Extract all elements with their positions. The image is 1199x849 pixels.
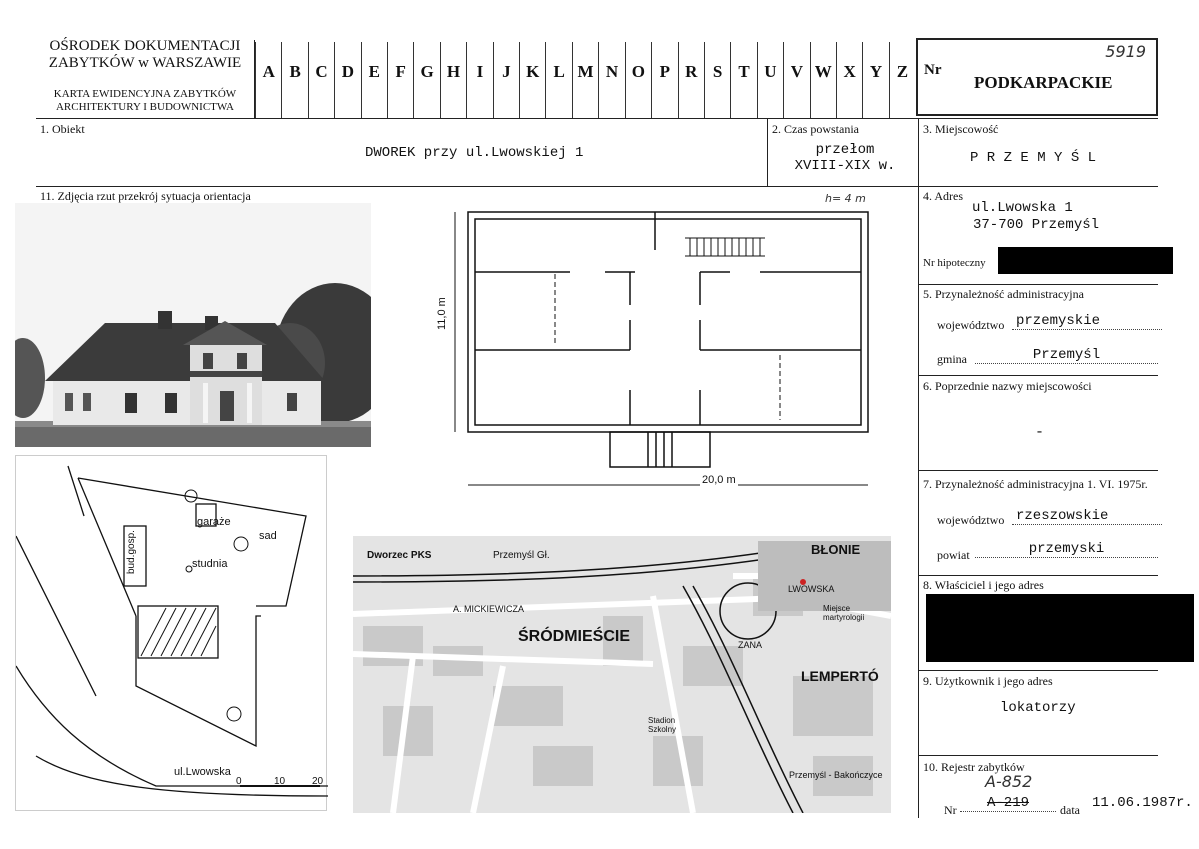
institution-line-2: ZABYTKÓW w WARSZAWIE bbox=[48, 55, 242, 71]
map-miejsce-label: Miejsce martyrologii bbox=[823, 604, 865, 622]
index-letter-f: F bbox=[387, 42, 413, 118]
index-letters-row bbox=[255, 42, 915, 118]
plan-height-note: h= 4 m bbox=[825, 192, 866, 205]
index-letter-s: S bbox=[704, 42, 730, 118]
gmina-label: gmina bbox=[937, 352, 967, 366]
przynaleznosc-label: 5. Przynależność administracyjna bbox=[923, 287, 1084, 301]
wlasciciel-label: 8. Właściciel i jego adres bbox=[923, 578, 1044, 592]
adres-value bbox=[972, 200, 1099, 234]
region-name: PODKARPACKIE bbox=[974, 73, 1113, 92]
index-letter-v: V bbox=[783, 42, 809, 118]
index-letter-b: B bbox=[281, 42, 307, 118]
czas-value-line-1: przełom bbox=[815, 142, 875, 158]
wojewodztwo-label: województwo bbox=[937, 318, 1005, 332]
map-blonie-label: BŁONIE bbox=[811, 542, 861, 557]
institution-line-1: OŚRODEK DOKUMENTACJI bbox=[49, 38, 241, 54]
obiekt-label: 1. Obiekt bbox=[40, 122, 85, 136]
index-letter-l: L bbox=[545, 42, 571, 118]
manor-photo-drawing bbox=[15, 203, 371, 447]
index-letter-n: N bbox=[598, 42, 624, 118]
wlasciciel-redaction bbox=[926, 594, 1194, 662]
miejscowosc-label: 3. Miejscowość bbox=[923, 122, 999, 136]
scale-10: 10 bbox=[274, 776, 286, 787]
map-zana-label: ZANA bbox=[738, 640, 763, 650]
floor-plan-drawing bbox=[430, 190, 890, 490]
map-mickiewicza-label: A. MICKIEWICZA bbox=[453, 604, 525, 614]
czas-value bbox=[775, 142, 915, 174]
poprzednie-value: - bbox=[1035, 424, 1045, 441]
map-przemysl-gl-label: Przemyśl Gł. bbox=[493, 550, 550, 561]
map-lwowska-label: LWOWSKA bbox=[788, 584, 835, 594]
index-letter-h: H bbox=[440, 42, 466, 118]
index-letter-t: T bbox=[730, 42, 756, 118]
rejestr-label: 10. Rejestr zabytków bbox=[923, 760, 1025, 774]
handwritten-number: 5919 bbox=[1105, 42, 1146, 61]
index-letter-m: M bbox=[572, 42, 598, 118]
index-letter-o: O bbox=[625, 42, 651, 118]
map-bakonczyce-label: Przemyśl - Bakończyce bbox=[789, 770, 883, 780]
index-letter-p: P bbox=[651, 42, 677, 118]
index-letter-a: A bbox=[255, 42, 281, 118]
photos-label: 11. Zdjęcia rzut przekrój sytuacja orientacja bbox=[40, 189, 251, 203]
index-letter-c: C bbox=[308, 42, 334, 118]
index-letter-r: R bbox=[678, 42, 704, 118]
rejestr-nr-label: Nr bbox=[944, 803, 957, 817]
index-letter-z: Z bbox=[889, 42, 915, 118]
adres-line-1: ul.Lwowska 1 bbox=[972, 200, 1073, 216]
city-map bbox=[353, 536, 891, 813]
index-letter-e: E bbox=[361, 42, 387, 118]
index-letter-d: D bbox=[334, 42, 360, 118]
map-dworzec-label: Dworzec PKS bbox=[367, 550, 432, 561]
index-letter-y: Y bbox=[862, 42, 888, 118]
czas-value-line-2: XVIII-XIX w. bbox=[794, 158, 896, 174]
adres-line-2: 37-700 Przemyśl bbox=[973, 217, 1100, 233]
index-letter-u: U bbox=[757, 42, 783, 118]
czas-label: 2. Czas powstania bbox=[772, 122, 859, 136]
wojewodztwo-value: przemyskie bbox=[1012, 313, 1162, 330]
powiat-label: powiat bbox=[937, 548, 970, 562]
site-street-label: ul.Lwowska bbox=[174, 766, 231, 778]
hipoteczny-redaction bbox=[998, 247, 1173, 274]
hipoteczny-label: Nr hipoteczny bbox=[923, 257, 986, 269]
poprzednie-label: 6. Poprzednie nazwy miejscowości bbox=[923, 379, 1092, 393]
site-shed-label: bud.gosp. bbox=[126, 530, 137, 574]
wojewodztwo-1975-value: rzeszowskie bbox=[1012, 508, 1162, 525]
uzytkownik-label: 9. Użytkownik i jego adres bbox=[923, 674, 1053, 688]
adres-label: 4. Adres bbox=[923, 189, 963, 203]
floor-plan bbox=[430, 190, 890, 490]
institution-name bbox=[36, 38, 254, 72]
index-letter-x: X bbox=[836, 42, 862, 118]
region-box bbox=[916, 38, 1158, 116]
wojewodztwo-1975-label: województwo bbox=[937, 513, 1005, 527]
nr-label: Nr bbox=[924, 62, 942, 78]
rejestr-handwritten: A-852 bbox=[985, 772, 1033, 791]
index-letter-j: J bbox=[493, 42, 519, 118]
uzytkownik-value: lokatorzy bbox=[1000, 700, 1076, 716]
scale-0: 0 bbox=[236, 776, 242, 787]
card-title bbox=[36, 88, 254, 114]
przynaleznosc-1975-label: 7. Przynależność administracyjna 1. VI. 1975r. bbox=[923, 477, 1148, 491]
index-letter-w: W bbox=[810, 42, 836, 118]
site-plan-drawing bbox=[16, 456, 328, 812]
map-stadion-label: Stadion Szkolny bbox=[648, 716, 677, 734]
site-garage-label: garaże bbox=[197, 516, 231, 528]
obiekt-value: DWOREK przy ul.Lwowskiej 1 bbox=[365, 145, 584, 161]
index-letter-k: K bbox=[519, 42, 545, 118]
powiat-value: przemyski bbox=[975, 541, 1158, 558]
rejestr-data-value: 11.06.1987r. bbox=[1092, 795, 1193, 811]
site-plan bbox=[15, 455, 327, 811]
rejestr-nr-value: A-219 bbox=[960, 795, 1056, 812]
miejscowosc-value: P R Z E M Y Ś L bbox=[970, 150, 1097, 166]
manor-photograph bbox=[15, 203, 371, 447]
map-srodmiescie-label: ŚRÓDMIEŚCIE bbox=[518, 628, 631, 645]
card-title-line-2: ARCHITEKTURY I BUDOWNICTWA bbox=[55, 101, 235, 113]
card-title-line-1: KARTA EWIDENCYJNA ZABYTKÓW bbox=[53, 88, 237, 100]
rejestr-data-label: data bbox=[1060, 803, 1080, 817]
scale-20: 20 bbox=[312, 776, 324, 787]
gmina-value: Przemyśl bbox=[975, 347, 1158, 364]
site-well-label: studnia bbox=[192, 558, 228, 570]
map-lempertow-label: LEMPERTÓ bbox=[801, 668, 879, 684]
plan-depth-dimension: 11,0 m bbox=[436, 297, 448, 330]
index-letter-g: G bbox=[413, 42, 439, 118]
index-letter-i: I bbox=[466, 42, 492, 118]
site-orchard-label: sad bbox=[259, 530, 277, 542]
plan-width-dimension: 20,0 m bbox=[702, 474, 736, 486]
